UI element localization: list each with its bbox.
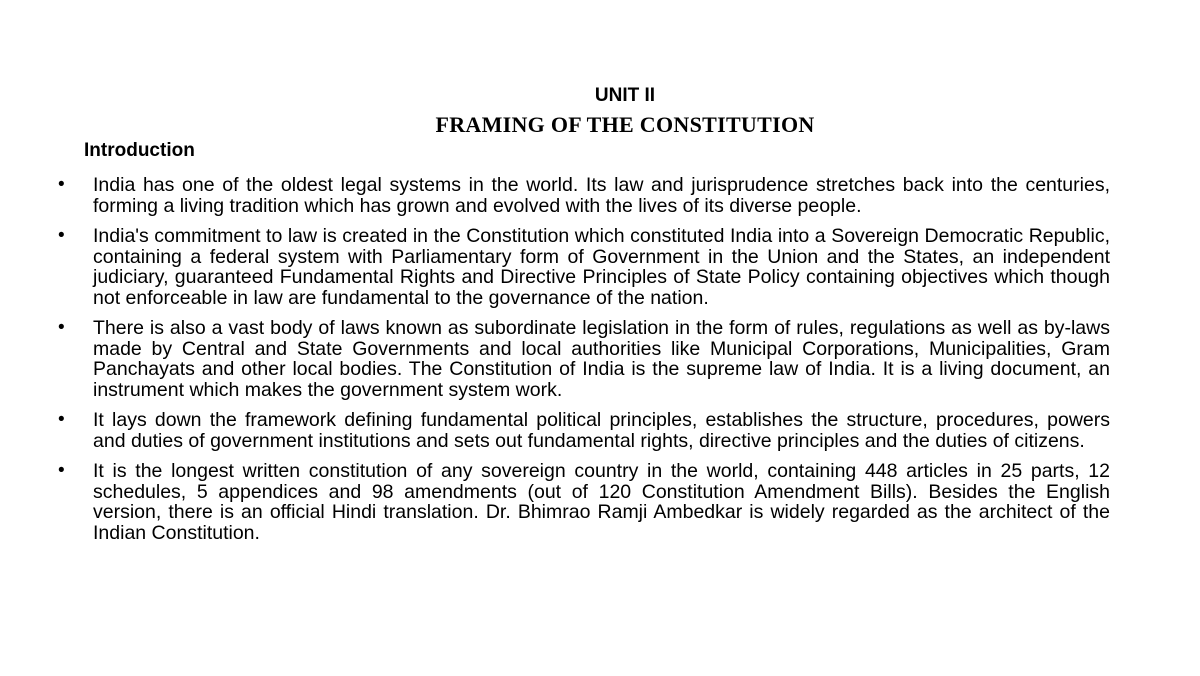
bullet-text: It lays down the framework defining fundamental political principles, establishes the structure, procedures, powers and duties of government institutions and sets out fundamental rights, directive principles and the duties of citizens. — [93, 409, 1110, 452]
bullet-item-framework — [58, 410, 1110, 451]
bullet-item-legal-systems — [58, 175, 1110, 216]
introduction-heading: Introduction — [84, 140, 195, 161]
unit-label: UNIT II — [594, 85, 656, 106]
bullet-icon: • — [58, 225, 65, 246]
unit-title: FRAMING OF THE CONSTITUTION — [435, 112, 815, 137]
bullet-text: It is the longest written constitution of any sovereign country in the world, containing 448 articles in 25 parts, 12 schedules, 5 appendices and 98 amendments (out of 120 Constitution Amendment Bills). Besides the English version, there is an official Hindi translation. Dr. Bhimrao Ramji Ambedkar is widely regarded as the architect of the Indian Constitution. — [93, 460, 1110, 544]
bullet-icon: • — [58, 460, 65, 481]
bullet-item-commitment-to-law — [58, 226, 1110, 308]
bullet-text: India has one of the oldest legal systems in the world. Its law and jurisprudence stretches back into the centuries, forming a living tradition which has grown and evolved with the lives of its diverse people. — [93, 174, 1110, 217]
bullet-icon: • — [58, 409, 65, 430]
bullet-item-subordinate-legislation — [58, 318, 1110, 400]
bullet-text: India's commitment to law is created in the Constitution which constituted India into a Sovereign Democratic Republic, containing a federal system with Parliamentary form of Government in the Union and the States, an independent judiciary, guaranteed Fundamental Rights and Directive Principles of State Policy containing objectives which though not enforceable in law are fundamental to the governance of the nation. — [93, 225, 1110, 309]
bullet-text: There is also a vast body of laws known as subordinate legislation in the form of rules, regulations as well as by-laws made by Central and State Governments and local authorities like Municipal Corporations, Municipalities, Gram Panchayats and other local bodies. The Constitution of India is the supreme law of India. It is a living document, an instrument which makes the government system work. — [93, 317, 1110, 401]
bullet-icon: • — [58, 174, 65, 195]
bullet-icon: • — [58, 317, 65, 338]
bullet-item-longest-constitution — [58, 461, 1110, 543]
bullet-list — [58, 175, 1110, 553]
